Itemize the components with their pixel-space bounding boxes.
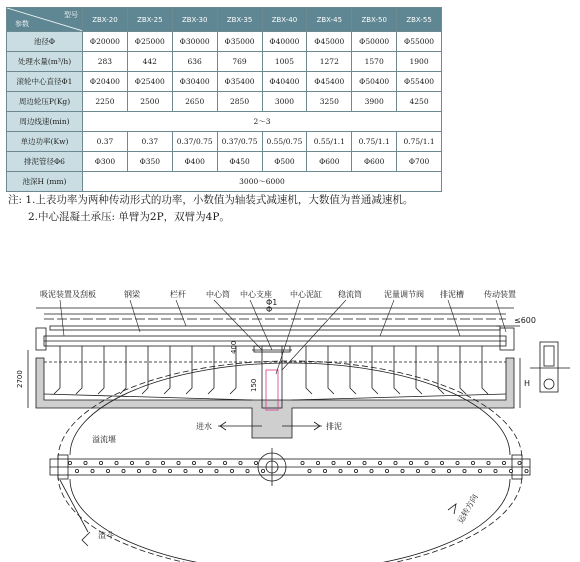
table-cell: 0.55/1.1 [307,132,352,152]
leader-line [496,300,506,332]
table-cell: 4250 [397,92,442,112]
table-cell: Φ450 [217,152,262,172]
pipe-mark [525,469,528,472]
scum-hopper-icon [82,532,90,546]
model-header: ZBX-55 [397,8,442,32]
clarifier-drawing [0,270,580,562]
row-label: 周边线速(min) [7,112,83,132]
suction-pipe [416,346,422,394]
table-cell: Φ350 [127,152,172,172]
note-line-1: 注: 1.上表功率为两种传动形式的功率，小数值为轴装式减速机，大数值为普通减速机。 [8,194,414,206]
table-cell: Φ35000 [217,32,262,52]
table-cell: 1005 [262,52,307,72]
table-cell: Φ50000 [352,32,397,52]
table-cell: 442 [127,52,172,72]
rotation-arrow-icon [448,504,456,514]
table-cell: 0.75/1.1 [397,132,442,152]
pipe-mark [137,469,140,472]
suction-pipe [208,346,214,394]
table-cell: Φ40400 [262,72,307,92]
table-row [7,52,442,72]
suction-pipe [328,346,334,394]
pipe-mark [370,469,373,472]
pipe-mark [84,461,87,464]
model-header: ZBX-25 [127,8,172,32]
table-row [7,132,442,152]
pipe-mark [153,469,156,472]
row-label: 周边轮压P(Kg) [7,92,83,112]
pipe-mark [416,469,419,472]
suction-pipe [482,346,488,394]
table-corner-cell [7,8,83,32]
label-drain-trough: 排泥槽 [440,290,464,299]
pipe-mark [246,469,249,472]
corner-model-label: 型号 [64,11,78,19]
pipe-mark [463,469,466,472]
table-cell: 769 [217,52,262,72]
table-header-row [7,8,442,32]
table-cell: Φ400 [172,152,217,172]
label-stilling: 稳流筒 [338,290,362,299]
label-center-support: 中心支座 [240,290,272,299]
table-cell: Φ600 [352,152,397,172]
pipe-mark [115,461,118,464]
leader-line [214,300,262,350]
suction-pipe [186,346,192,394]
label-2700: 2700 [16,370,24,388]
label-center-mud: 中心泥缸 [290,290,322,299]
label-400: 400 [230,340,238,354]
pipe-mark [518,461,521,464]
model-header: ZBX-30 [172,8,217,32]
pipe-mark [401,469,404,472]
drive-unit [500,328,514,350]
pipe-mark [99,461,102,464]
label-phi: Φ [266,305,273,314]
table-cell: 3250 [307,92,352,112]
pipe-mark [471,461,474,464]
model-header: ZBX-35 [217,8,262,32]
table-cell: 2850 [217,92,262,112]
leader-line [448,300,460,336]
table-cell: Φ55000 [397,32,442,52]
table-row [7,32,442,52]
row-label: 池径Φ [7,32,83,52]
leader-line [380,300,394,336]
table-cell: 3000 [262,92,307,112]
table-row [7,92,442,112]
table-cell: Φ40000 [262,32,307,52]
pipe-mark [130,461,133,464]
table-cell: Φ45000 [307,32,352,52]
table-cell: Φ25000 [127,32,172,52]
spec-table [6,7,442,192]
pipe-mark [432,469,435,472]
row-label: 单边功率(Kw) [7,132,83,152]
pipe-mark [301,461,304,464]
pipe-mark [502,461,505,464]
pipe-mark [354,469,357,472]
table-cell: Φ20400 [83,72,128,92]
label-center-tube: 中心筒 [206,290,230,299]
table-cell: Φ600 [307,152,352,172]
table-cell: Φ700 [397,152,442,172]
table-cell: 283 [83,52,128,72]
pipe-mark [478,469,481,472]
label-drive: 传动装置 [484,290,516,299]
spec-table-body [7,32,442,192]
table-cell: 2500 [127,92,172,112]
pipe-mark [409,461,412,464]
pipe-mark [146,461,149,464]
table-cell: 2250 [83,92,128,112]
drive-unit-left [36,328,46,350]
table-cell: Φ50400 [352,72,397,92]
pipe-mark [323,469,326,472]
bridge-truss [44,319,506,346]
table-cell: 0.55/0.75 [262,132,307,152]
table-cell: 2～3 [83,112,442,132]
leader-line [176,300,186,326]
pipe-mark [425,461,428,464]
model-header: ZBX-50 [352,8,397,32]
table-cell: Φ300 [83,152,128,172]
suction-pipe [98,346,104,394]
pipe-mark [184,469,187,472]
table-cell: 636 [172,52,217,72]
suction-pipe [438,346,444,394]
label-rotation: 运转方向 [455,492,480,525]
leader-line [130,300,140,332]
label-h: H [524,379,531,388]
table-row [7,72,442,92]
pipe-mark [215,469,218,472]
table-cell: 0.37/0.75 [217,132,262,152]
leader-line [282,300,346,370]
pipe-mark [161,461,164,464]
suction-pipe [76,346,82,394]
table-cell: Φ500 [262,152,307,172]
label-150: 150 [250,378,258,392]
table-row [7,152,442,172]
model-header: ZBX-40 [262,8,307,32]
suction-pipe [164,346,170,394]
leader-line [60,300,64,336]
pipe-mark [261,469,264,472]
pipe-mark [199,469,202,472]
pipe-mark [106,469,109,472]
table-cell: 1570 [352,52,397,72]
pipe-mark [378,461,381,464]
pipe-mark [447,469,450,472]
note-line-2: 2.中心混凝土承压: 单臂为2P，双臂为4P。 [28,211,230,223]
pipe-mark [316,461,319,464]
pipe-mark [223,461,226,464]
suction-pipe [350,346,356,394]
pipe-mark [168,469,171,472]
pipe-mark [177,461,180,464]
table-cell: Φ35400 [217,72,262,92]
table-row [7,112,442,132]
row-label: 池深H (mm) [7,172,83,192]
corner-param-label: 参数 [15,20,29,28]
table-cell: 0.37 [127,132,172,152]
label-phi1: Φ1 [266,298,278,307]
pipe-mark [75,469,78,472]
table-cell: 0.75/1.1 [352,132,397,152]
label-scum: 渣斗 [98,531,114,540]
pipe-mark [339,469,342,472]
table-row [7,172,442,192]
label-railing: 栏杆 [170,290,186,299]
pipe-mark [347,461,350,464]
pipe-mark [230,469,233,472]
pipe-mark [308,469,311,472]
label-le600: ≤600 [514,316,536,325]
model-header: ZBX-45 [307,8,352,32]
label-outlet: 排泥 [326,422,342,431]
table-cell: Φ45400 [307,72,352,92]
pipe-mark [68,461,71,464]
pipe-mark [239,461,242,464]
table-cell: Φ30000 [172,32,217,52]
pipe-mark [456,461,459,464]
label-weir: 溢流堰 [92,435,116,444]
table-cell: 3900 [352,92,397,112]
table-cell: Φ30400 [172,72,217,92]
suction-pipe [460,346,466,394]
pipe-mark [254,461,257,464]
label-steel-beam: 钢梁 [124,290,140,299]
table-cell: Φ55400 [397,72,442,92]
suction-pipe [120,346,126,394]
table-cell: 3000～6000 [83,172,442,192]
model-header: ZBX-20 [83,8,128,32]
pipe-mark [208,461,211,464]
row-label: 处理水量(m³/h) [7,52,83,72]
table-cell: 1900 [397,52,442,72]
suction-pipe [306,346,312,394]
pipe-mark [394,461,397,464]
label-inlet: 进水 [196,422,212,431]
suction-pipe [54,346,60,394]
drive-side-view [530,342,570,392]
label-mud-valve: 泥量调节阀 [384,290,424,299]
table-cell: Φ25400 [127,72,172,92]
pipe-mark [332,461,335,464]
pipe-mark [487,461,490,464]
pipe-mark [192,461,195,464]
table-cell: 0.37/0.75 [172,132,217,152]
pipe-mark [440,461,443,464]
pipe-mark [385,469,388,472]
table-notes [8,192,413,226]
row-label: 排泥管径Φ6 [7,152,83,172]
table-cell: Φ20000 [83,32,128,52]
suction-pipe [394,346,400,394]
label-suction: 吸泥装置及刮板 [40,290,96,299]
pipe-mark [91,469,94,472]
pipe-mark [363,461,366,464]
table-cell: 0.37 [83,132,128,152]
row-label: 滚轮中心直径Φ1 [7,72,83,92]
pipe-mark [494,469,497,472]
table-cell: 2650 [172,92,217,112]
table-cell: 1272 [307,52,352,72]
pipe-mark [122,469,125,472]
pipe-mark [509,469,512,472]
